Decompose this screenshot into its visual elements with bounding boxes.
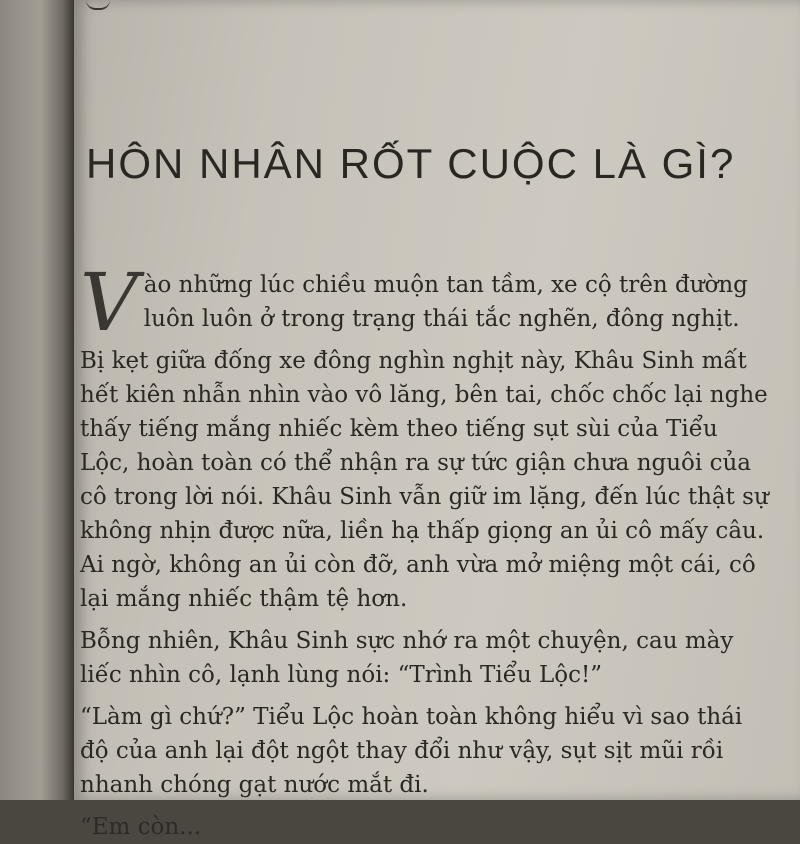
paragraph-3: Bỗng nhiên, Khâu Sinh sực nhớ ra một chuyện, cau mày liếc nhìn cô, lạnh lùng nói: “Trình Tiểu Lộc!” xyxy=(80,628,734,688)
book-gutter xyxy=(0,0,74,800)
chapter-title: HÔN NHÂN RỐT CUỘC LÀ GÌ? xyxy=(86,140,736,187)
paragraph-1 xyxy=(80,256,770,349)
paragraph-5: “Em còn... xyxy=(80,814,202,840)
chapter-body xyxy=(80,256,770,844)
drop-cap: V xyxy=(80,256,138,349)
paragraph-4: “Làm gì chứ?” Tiểu Lộc hoàn toàn không hiểu vì sao thái độ của anh lại đột ngột thay đổi như vậy, sụt sịt mũi rồi nhanh chóng gạt nước mắt đi. xyxy=(80,704,743,798)
paragraph-2: Bị kẹt giữa đống xe đông nghìn nghịt này, Khâu Sinh mất hết kiên nhẫn nhìn vào vô lăng, bên tai, chốc chốc lại nghe thấy tiếng mắng nhiếc kèm theo tiếng sụt sùi của Tiểu Lộc, hoàn toàn có thể nhận ra sự tức giận chưa nguôi của cô trong lời nói. Khâu Sinh vẫn giữ im lặng, đến lúc thật sự không nhịn được nữa, liền hạ thấp giọng an ủi cô mấy câu. Ai ngờ, không an ủi còn đỡ, anh vừa mở miệng một cái, cô lại mắng nhiếc thậm tệ hơn. xyxy=(80,348,769,612)
paragraph-1-text: ào những lúc chiều muộn tan tầm, xe cộ trên đường luôn luôn ở trong trạng thái tắc nghẽn, đông nghịt. xyxy=(143,272,748,332)
